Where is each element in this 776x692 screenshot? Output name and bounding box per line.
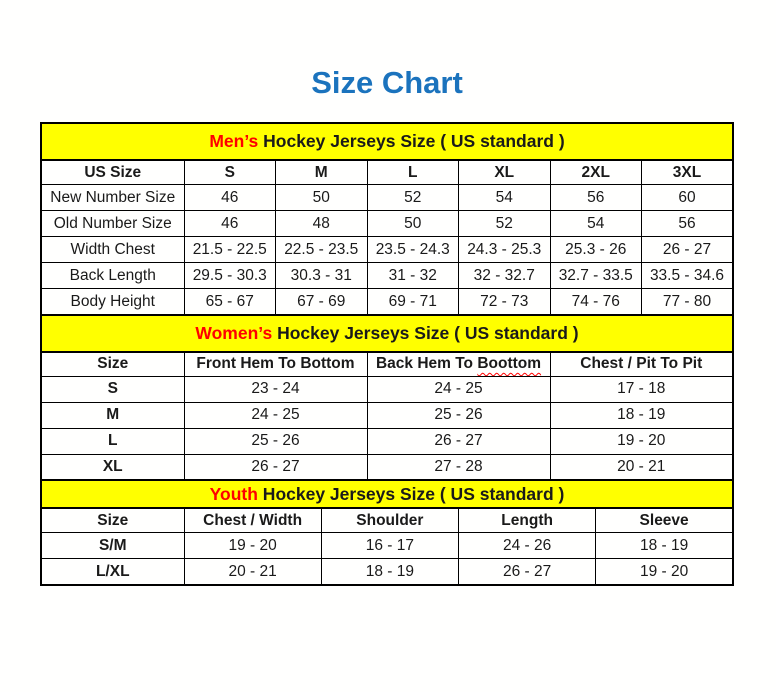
youth-row-label: S/M bbox=[41, 533, 184, 559]
mens-col-header: US Size bbox=[41, 160, 184, 185]
womens-title-text: Hockey Jerseys Size ( US standard ) bbox=[272, 322, 579, 343]
womens-size-table bbox=[40, 314, 734, 482]
womens-section-band bbox=[41, 315, 733, 352]
mens-title-text: Hockey Jerseys Size ( US standard ) bbox=[258, 131, 565, 151]
mens-cell: 72 - 73 bbox=[459, 289, 551, 316]
womens-row-label: XL bbox=[41, 454, 184, 481]
mens-table-row bbox=[41, 263, 733, 289]
mens-row-label: Body Height bbox=[41, 289, 184, 316]
womens-table-row bbox=[41, 454, 733, 481]
mens-cell: 74 - 76 bbox=[550, 289, 642, 316]
youth-col-header: Chest / Width bbox=[184, 508, 321, 533]
womens-cell: 18 - 19 bbox=[550, 402, 733, 428]
mens-col-header: L bbox=[367, 160, 459, 185]
youth-title-accent: Youth bbox=[209, 483, 258, 504]
mens-row-label: New Number Size bbox=[41, 185, 184, 211]
womens-row-label: S bbox=[41, 376, 184, 402]
mens-col-header: S bbox=[184, 160, 276, 185]
youth-cell: 20 - 21 bbox=[184, 559, 321, 586]
mens-cell: 21.5 - 22.5 bbox=[184, 237, 276, 263]
mens-row-label: Width Chest bbox=[41, 237, 184, 263]
mens-cell: 54 bbox=[550, 211, 642, 237]
mens-cell: 67 - 69 bbox=[276, 289, 368, 316]
womens-cell: 19 - 20 bbox=[550, 428, 733, 454]
youth-cell: 16 - 17 bbox=[321, 533, 458, 559]
womens-table-row bbox=[41, 428, 733, 454]
womens-cell: 26 - 27 bbox=[184, 454, 367, 481]
youth-col-header: Size bbox=[41, 508, 184, 533]
youth-row-label: L/XL bbox=[41, 559, 184, 586]
youth-col-header: Length bbox=[459, 508, 596, 533]
womens-cell: 24 - 25 bbox=[184, 402, 367, 428]
youth-col-header: Shoulder bbox=[321, 508, 458, 533]
mens-cell: 69 - 71 bbox=[367, 289, 459, 316]
mens-cell: 26 - 27 bbox=[642, 237, 734, 263]
womens-header-row bbox=[41, 352, 733, 377]
mens-row-label: Old Number Size bbox=[41, 211, 184, 237]
womens-row-label: L bbox=[41, 428, 184, 454]
youth-section-title bbox=[41, 480, 733, 508]
womens-col-header: Chest / Pit To Pit bbox=[550, 352, 733, 377]
youth-title-text: Hockey Jerseys Size ( US standard ) bbox=[257, 483, 565, 504]
mens-col-header: XL bbox=[459, 160, 551, 185]
mens-cell: 23.5 - 24.3 bbox=[367, 237, 459, 263]
mens-cell: 31 - 32 bbox=[367, 263, 459, 289]
mens-size-table bbox=[40, 122, 734, 316]
mens-cell: 65 - 67 bbox=[184, 289, 276, 316]
mens-cell: 29.5 - 30.3 bbox=[184, 263, 276, 289]
womens-cell: 27 - 28 bbox=[367, 454, 550, 481]
mens-col-header: 3XL bbox=[642, 160, 734, 185]
youth-table-row bbox=[41, 559, 733, 586]
youth-cell: 19 - 20 bbox=[184, 533, 321, 559]
mens-title-accent: Men’s bbox=[209, 131, 259, 151]
mens-cell: 32.7 - 33.5 bbox=[550, 263, 642, 289]
youth-table-row bbox=[41, 533, 733, 559]
womens-section-title bbox=[41, 315, 733, 352]
mens-cell: 50 bbox=[367, 211, 459, 237]
womens-col-header: Back Hem To Boottom bbox=[367, 352, 550, 377]
youth-cell: 24 - 26 bbox=[459, 533, 596, 559]
womens-cell: 20 - 21 bbox=[550, 454, 733, 481]
youth-header-row bbox=[41, 508, 733, 533]
womens-cell: 25 - 26 bbox=[184, 428, 367, 454]
mens-cell: 46 bbox=[184, 185, 276, 211]
mens-row-label: Back Length bbox=[41, 263, 184, 289]
mens-cell: 48 bbox=[276, 211, 368, 237]
mens-table-row bbox=[41, 237, 733, 263]
youth-col-header: Sleeve bbox=[596, 508, 733, 533]
mens-table-row bbox=[41, 211, 733, 237]
mens-col-header: 2XL bbox=[550, 160, 642, 185]
page-title: Size Chart bbox=[311, 65, 463, 100]
mens-cell: 54 bbox=[459, 185, 551, 211]
size-tables-container bbox=[40, 122, 734, 586]
mens-section-band bbox=[41, 123, 733, 160]
mens-cell: 32 - 32.7 bbox=[459, 263, 551, 289]
mens-cell: 60 bbox=[642, 185, 734, 211]
mens-cell: 33.5 - 34.6 bbox=[642, 263, 734, 289]
mens-cell: 52 bbox=[367, 185, 459, 211]
womens-col-header: Size bbox=[41, 352, 184, 377]
youth-cell: 19 - 20 bbox=[596, 559, 733, 586]
mens-cell: 52 bbox=[459, 211, 551, 237]
womens-title-accent: Women’s bbox=[195, 322, 273, 343]
mens-cell: 50 bbox=[276, 185, 368, 211]
youth-size-table bbox=[40, 479, 734, 586]
womens-cell: 25 - 26 bbox=[367, 402, 550, 428]
mens-col-header: M bbox=[276, 160, 368, 185]
womens-cell: 26 - 27 bbox=[367, 428, 550, 454]
youth-cell: 18 - 19 bbox=[596, 533, 733, 559]
womens-cell: 17 - 18 bbox=[550, 376, 733, 402]
womens-cell: 24 - 25 bbox=[367, 376, 550, 402]
mens-cell: 22.5 - 23.5 bbox=[276, 237, 368, 263]
mens-cell: 25.3 - 26 bbox=[550, 237, 642, 263]
mens-cell: 24.3 - 25.3 bbox=[459, 237, 551, 263]
womens-misspelled-word: Boottom bbox=[477, 355, 542, 372]
youth-cell: 26 - 27 bbox=[459, 559, 596, 586]
mens-header-row bbox=[41, 160, 733, 185]
mens-section-title bbox=[41, 123, 733, 160]
mens-cell: 56 bbox=[550, 185, 642, 211]
womens-table-row bbox=[41, 402, 733, 428]
mens-cell: 77 - 80 bbox=[642, 289, 734, 316]
mens-cell: 46 bbox=[184, 211, 276, 237]
womens-col-header: Front Hem To Bottom bbox=[184, 352, 367, 377]
mens-cell: 30.3 - 31 bbox=[276, 263, 368, 289]
youth-section-band bbox=[41, 480, 733, 508]
mens-table-row bbox=[41, 289, 733, 316]
youth-cell: 18 - 19 bbox=[321, 559, 458, 586]
womens-table-row bbox=[41, 376, 733, 402]
mens-cell: 56 bbox=[642, 211, 734, 237]
womens-cell: 23 - 24 bbox=[184, 376, 367, 402]
womens-row-label: M bbox=[41, 402, 184, 428]
mens-table-row bbox=[41, 185, 733, 211]
